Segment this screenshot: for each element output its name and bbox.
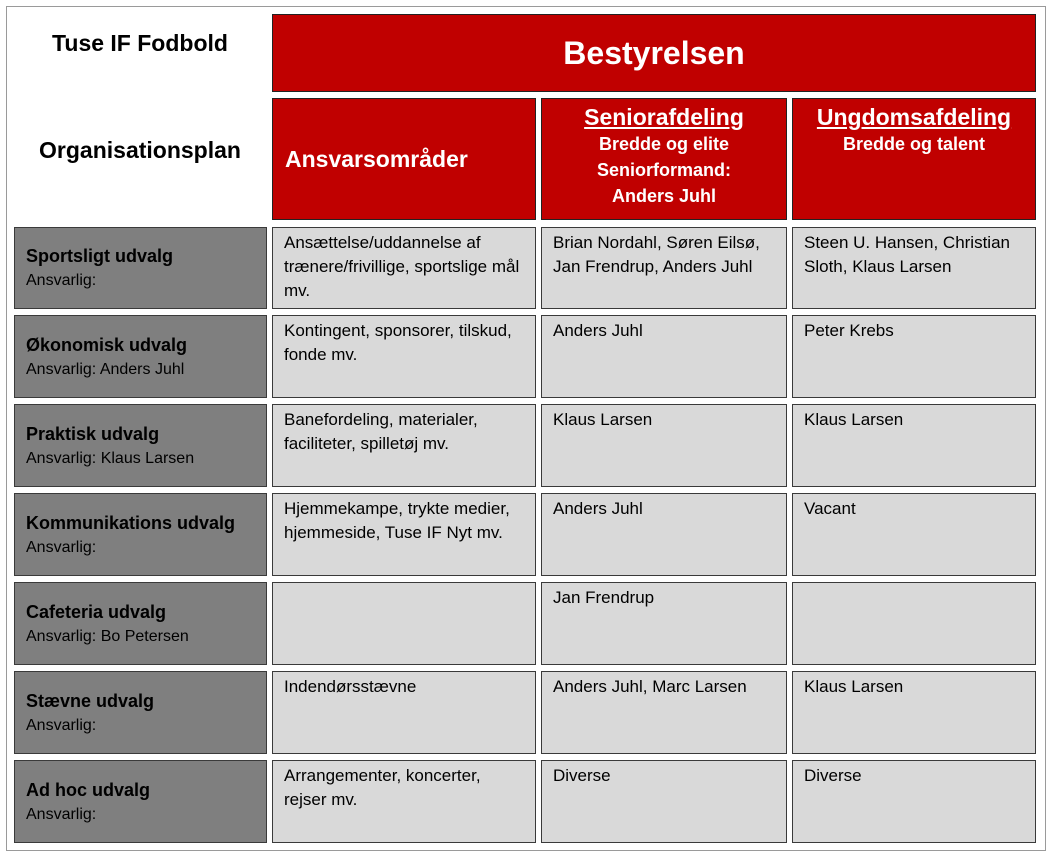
committee-responsible: Ansvarlig: Anders Juhl [26,360,185,378]
committee-title: Stævne udvalg [26,690,155,711]
area-column-header: Ansvarsområder [272,98,536,220]
cell-youth: Peter Krebs [792,315,1036,398]
cell-senior: Diverse [541,760,787,843]
youth-column-header [792,98,1036,220]
senior-column-header [541,98,787,220]
cell-youth: Steen U. Hansen, Christian Sloth, Klaus Larsen [792,227,1036,309]
cell-senior: Anders Juhl, Marc Larsen [541,671,787,754]
cell-youth: Klaus Larsen [792,671,1036,754]
row-label-staevne [14,671,267,754]
committee-title: Ad hoc udvalg [26,779,151,800]
committee-title: Sportsligt udvalg [26,246,174,266]
board-header: Bestyrelsen [272,14,1036,92]
cell-area: Hjemmekampe, trykte medier, hjemmeside, Tuse IF Nyt mv. [272,493,536,576]
row-label-adhoc [14,760,267,843]
row-label-kommunikation [14,493,267,576]
cell-youth: Diverse [792,760,1036,843]
senior-chair-name: Anders Juhl [611,186,717,206]
cell-area [272,582,536,665]
committee-responsible: Ansvarlig: Bo Petersen [26,627,189,645]
committee-title: Kommunikations udvalg [26,512,236,533]
senior-subtitle: Bredde og elite [598,134,730,154]
plan-title: Organisationsplan [39,137,241,163]
cell-senior: Brian Nordahl, Søren Eilsø, Jan Frendrup, Anders Juhl [541,227,787,309]
committee-responsible: Ansvarlig: [26,716,97,734]
committee-responsible: Ansvarlig: [26,272,97,289]
youth-title: Ungdomsafdeling [816,104,1012,130]
committee-responsible: Ansvarlig: Klaus Larsen [26,449,195,467]
cell-area: Kontingent, sponsorer, tilskud, fonde mv. [272,315,536,398]
cell-area: Indendørsstævne [272,671,536,754]
cell-youth: Vacant [792,493,1036,576]
row-label-praktisk [14,404,267,487]
senior-title: Seniorafdeling [584,104,744,130]
cell-senior: Klaus Larsen [541,404,787,487]
cell-youth [792,582,1036,665]
senior-chair-label: Seniorformand: [596,160,731,180]
cell-senior: Anders Juhl [541,493,787,576]
cell-senior: Anders Juhl [541,315,787,398]
cell-area: Banefordeling, materialer, faciliteter, spilletøj mv. [272,404,536,487]
row-label-okonomisk [14,315,267,398]
committee-title: Økonomisk udvalg [26,334,188,355]
committee-responsible: Ansvarlig: [26,805,97,823]
committee-title: Cafeteria udvalg [26,601,167,622]
committee-responsible: Ansvarlig: [26,538,97,556]
cell-senior: Jan Frendrup [541,582,787,665]
row-label-sportsligt [14,227,267,309]
youth-subtitle: Bredde og talent [842,134,985,154]
row-label-cafeteria [14,582,267,665]
cell-youth: Klaus Larsen [792,404,1036,487]
committee-title: Praktisk udvalg [26,423,160,444]
cell-area: Ansættelse/uddannelse af trænere/frivillige, sportslige mål mv. [272,227,536,309]
club-name: Tuse IF Fodbold [52,30,228,56]
cell-area: Arrangementer, koncerter, rejser mv. [272,760,536,843]
